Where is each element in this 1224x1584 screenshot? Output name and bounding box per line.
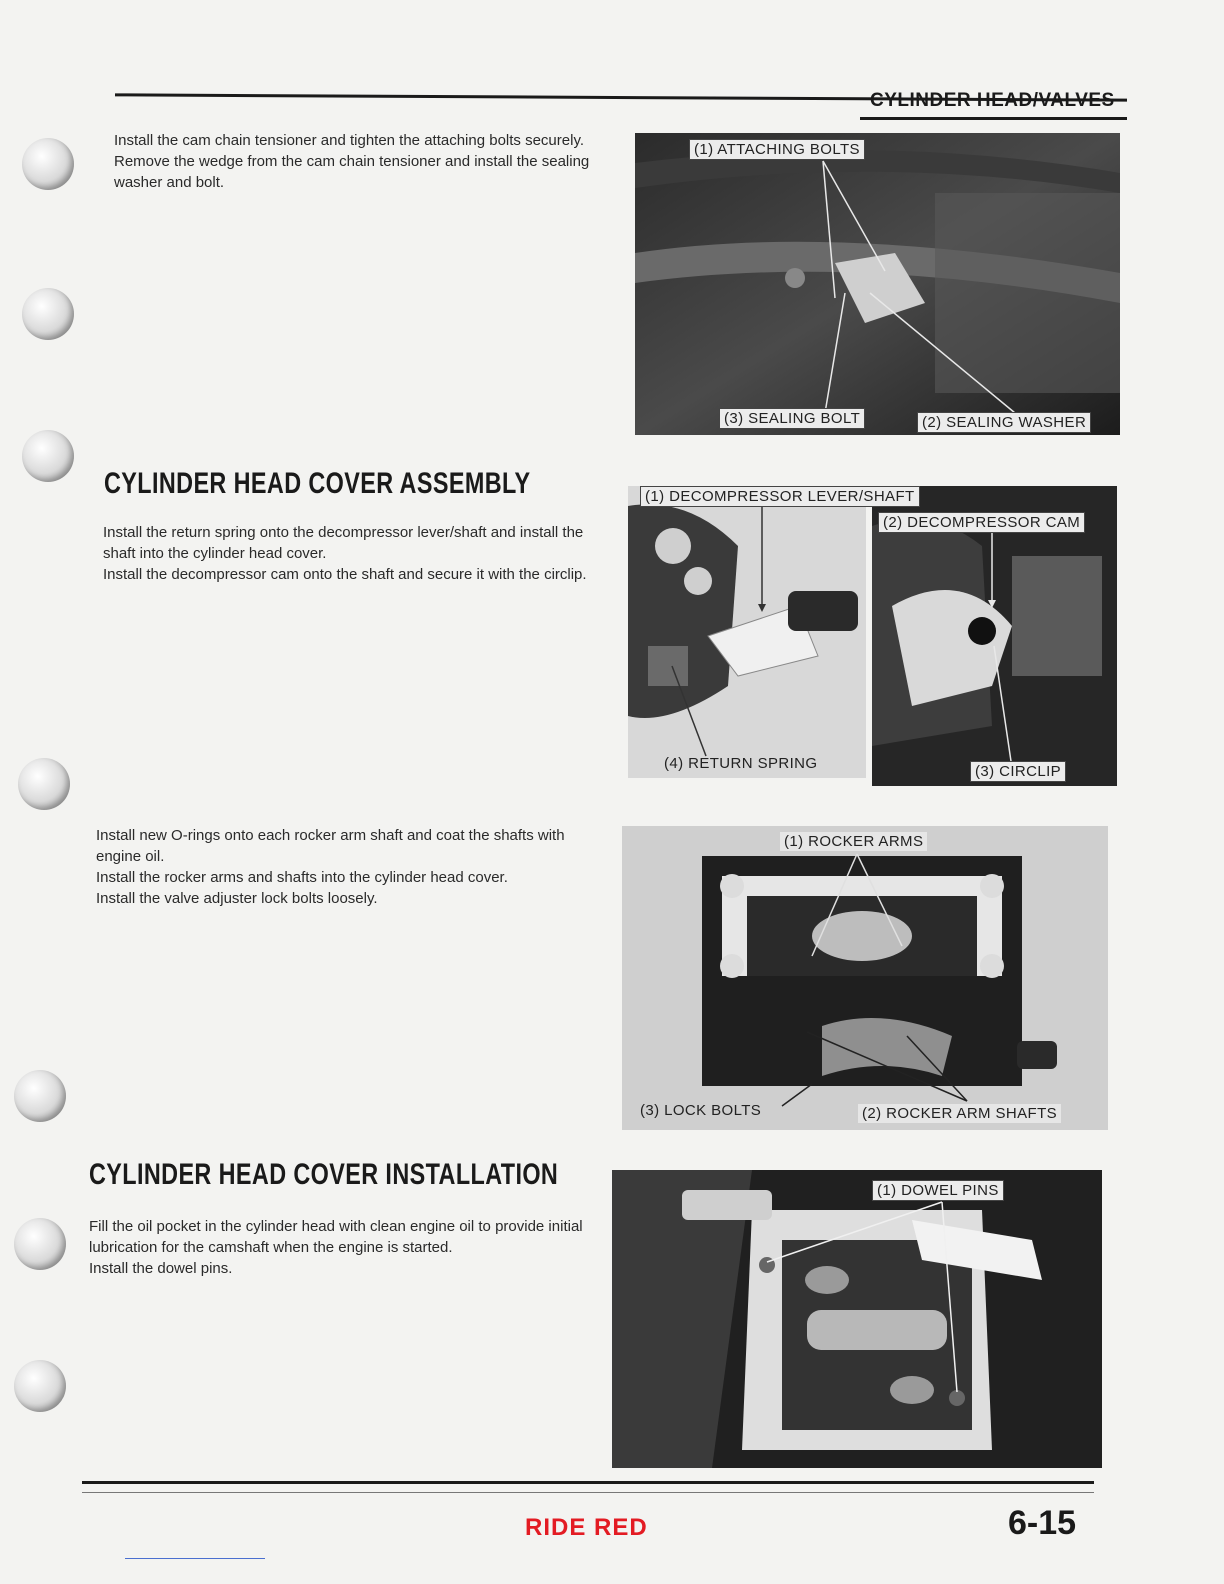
footer-rule bbox=[82, 1481, 1094, 1484]
photo-decompressor-lever bbox=[628, 486, 866, 778]
cover-installation-instructions bbox=[89, 1216, 595, 1279]
binder-hole bbox=[22, 288, 74, 340]
photo-decompressor-lever-image bbox=[628, 486, 866, 778]
photo-rocker-arms-image bbox=[622, 826, 1108, 1130]
label-sealing-bolt: (3) SEALING BOLT bbox=[719, 408, 865, 429]
label-return-spring: (4) RETURN SPRING bbox=[664, 755, 818, 772]
photo-dowel-pins bbox=[612, 1170, 1102, 1468]
section-title-cover-installation: CYLINDER HEAD COVER INSTALLATION bbox=[89, 1158, 559, 1191]
instruction-line: Install the dowel pins. bbox=[89, 1260, 233, 1277]
binder-hole bbox=[14, 1070, 66, 1122]
header-rule-right bbox=[860, 117, 1127, 120]
instruction-line: Install the return spring onto the decompressor lever/shaft and install the shaft into the cylinder head cover. bbox=[103, 524, 584, 562]
instruction-line: Install the valve adjuster lock bolts loosely. bbox=[96, 890, 378, 907]
label-decompressor-lever-shaft: (1) DECOMPRESSOR LEVER/SHAFT bbox=[640, 486, 920, 507]
instruction-line: Install the rocker arms and shafts into the cylinder head cover. bbox=[96, 869, 508, 886]
instruction-line: Fill the oil pocket in the cylinder head with clean engine oil to provide initial lubrication for the camshaft when the engine is started. bbox=[89, 1218, 583, 1256]
label-rocker-arm-shafts: (2) ROCKER ARM SHAFTS bbox=[858, 1104, 1061, 1123]
scan-line bbox=[125, 1558, 265, 1559]
label-rocker-arms: (1) ROCKER ARMS bbox=[780, 832, 927, 851]
photo-dowel-pins-image bbox=[612, 1170, 1102, 1468]
binder-hole bbox=[22, 138, 74, 190]
binder-hole bbox=[14, 1218, 66, 1270]
rocker-arm-instructions bbox=[96, 825, 604, 909]
cover-assembly-instructions bbox=[103, 522, 611, 585]
binder-hole bbox=[14, 1360, 66, 1412]
section-title-cover-assembly: CYLINDER HEAD COVER ASSEMBLY bbox=[104, 467, 531, 500]
label-decompressor-cam: (2) DECOMPRESSOR CAM bbox=[878, 512, 1085, 533]
binder-hole bbox=[18, 758, 70, 810]
tensioner-instructions bbox=[114, 130, 620, 193]
instruction-line: Install the cam chain tensioner and tighten the attaching bolts securely. bbox=[114, 132, 585, 149]
instruction-line: Install new O-rings onto each rocker arm shaft and coat the shafts with engine oil. bbox=[96, 827, 565, 865]
label-attaching-bolts: (1) ATTACHING BOLTS bbox=[689, 139, 865, 160]
footer-brand: RIDE RED bbox=[525, 1514, 648, 1541]
label-sealing-washer: (2) SEALING WASHER bbox=[917, 412, 1091, 433]
instruction-line: Remove the wedge from the cam chain tensioner and install the sealing washer and bolt. bbox=[114, 153, 590, 191]
page-header-title: CYLINDER HEAD/VALVES bbox=[870, 90, 1115, 111]
photo-rocker-arms bbox=[622, 826, 1108, 1130]
footer-rule-thin bbox=[82, 1492, 1094, 1493]
photo-cam-chain-tensioner-image bbox=[635, 133, 1120, 435]
label-dowel-pins: (1) DOWEL PINS bbox=[872, 1180, 1004, 1201]
binder-hole bbox=[22, 430, 74, 482]
label-lock-bolts: (3) LOCK BOLTS bbox=[640, 1102, 762, 1119]
label-circlip: (3) CIRCLIP bbox=[970, 761, 1066, 782]
instruction-line: Install the decompressor cam onto the shaft and secure it with the circlip. bbox=[103, 566, 587, 583]
page-number: 6-15 bbox=[1008, 1504, 1077, 1542]
photo-cam-chain-tensioner bbox=[635, 133, 1120, 435]
